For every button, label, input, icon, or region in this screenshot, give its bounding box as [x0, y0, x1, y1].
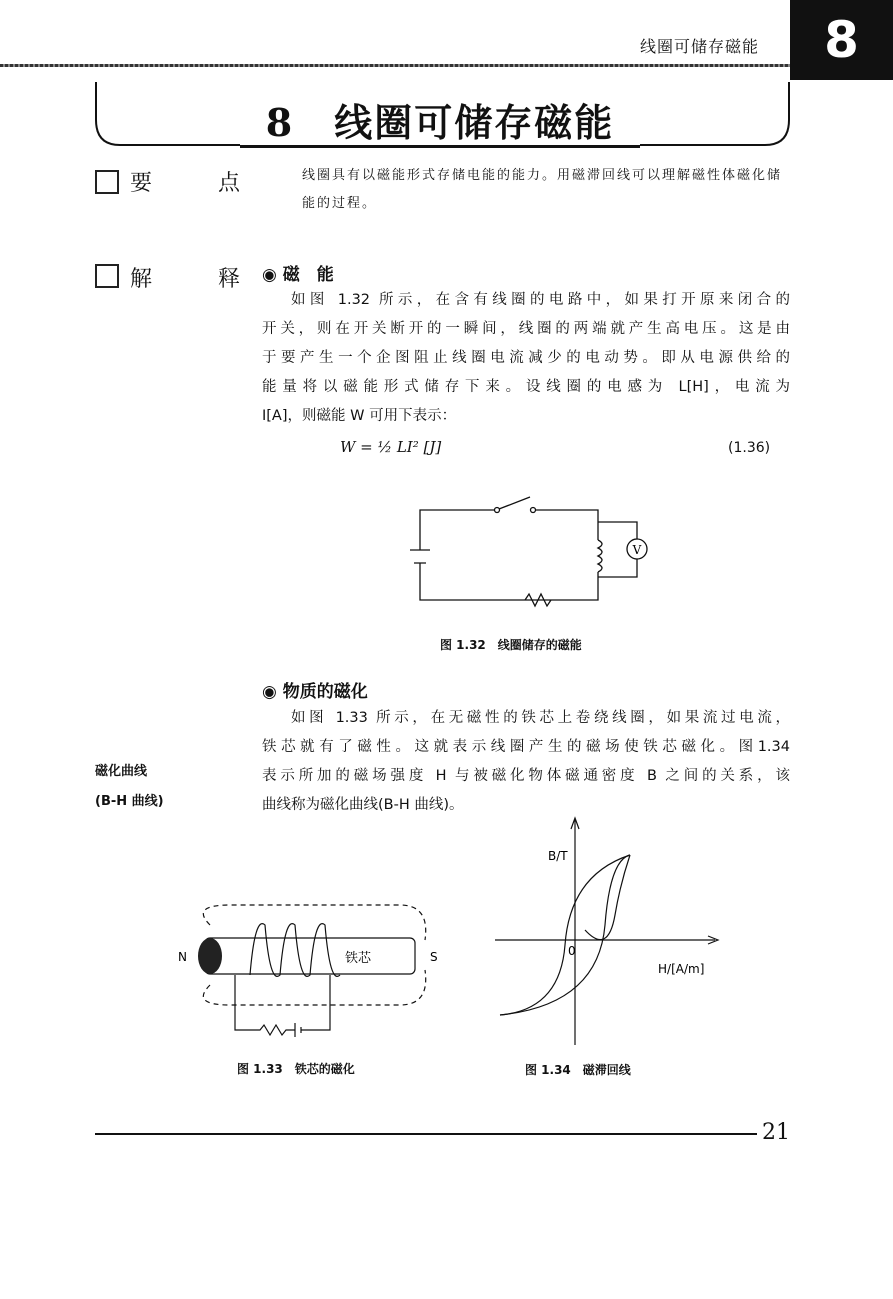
- core-label: 铁芯: [345, 951, 372, 966]
- side-note-line: 磁化曲线: [95, 764, 148, 779]
- footer-rule: [95, 1133, 757, 1135]
- key-points-text: 线圈具有以磁能形式存储电能的能力。用磁滞回线可以理解磁性体磁化储能的过程。: [302, 168, 783, 211]
- checkbox-icon: [95, 264, 119, 288]
- chapter-number-tab: 8: [790, 0, 893, 80]
- text-line: 如图 1.33 所示，在无磁性的铁芯上卷绕线圈，如果流过电流，: [291, 710, 790, 726]
- key-points-label-2: 点: [218, 171, 241, 196]
- page-title: 8 线圈可储存磁能: [265, 100, 615, 145]
- origin-label: 0: [568, 944, 576, 958]
- equation-number: (1.36): [728, 440, 771, 456]
- figure-caption: 图 1.33 铁芯的磁化: [237, 1062, 355, 1076]
- voltmeter-label: V: [632, 543, 642, 557]
- circuit-diagram: [400, 485, 660, 610]
- hysteresis-loop-chart: [490, 815, 730, 1050]
- text-line: 铁芯就有了磁性。这就表示线圈产生的磁场使铁芯磁化。图1.34: [262, 739, 790, 755]
- side-note: [95, 757, 164, 817]
- section-heading-magnetization: ◉ 物质的磁化: [262, 682, 368, 702]
- checkbox-icon: [95, 170, 119, 194]
- explanation-label-1: 解: [130, 267, 153, 292]
- section-heading-magnetic-energy: ◉ 磁 能: [262, 265, 334, 285]
- text-line: 表示所加的磁场强度 H 与被磁化物体磁通密度 B 之间的关系，该: [262, 768, 790, 784]
- section1-paragraph: [262, 286, 790, 431]
- text-line: I[A]，则磁能 W 可用下表示：: [262, 408, 457, 424]
- text-line: 于要产生一个企图阻止线圈电流减少的电动势。即从电源供给的: [262, 350, 790, 366]
- explanation-label-2: 释: [218, 267, 241, 292]
- header-rule: [0, 64, 790, 67]
- equation: W = ½ LI² [J]: [340, 438, 442, 456]
- iron-core-diagram: [170, 895, 460, 1045]
- key-points-label-1: 要: [130, 171, 153, 196]
- text-line: 开关，则在开关断开的一瞬间，线圈的两端就产生高电压。这是由: [262, 321, 790, 337]
- title-underline: [240, 145, 640, 148]
- north-pole-label: N: [178, 950, 187, 964]
- section2-paragraph: [262, 704, 790, 820]
- x-axis-label: H/[A/m]: [658, 962, 705, 976]
- page-number: 21: [762, 1120, 790, 1145]
- south-pole-label: S: [430, 950, 438, 964]
- figure-caption: 图 1.34 磁滞回线: [525, 1063, 631, 1077]
- text-line: 如图 1.32 所示，在含有线圈的电路中，如果打开原来闭合的: [291, 292, 790, 308]
- running-title: 线圈可储存磁能: [640, 37, 760, 56]
- figure-caption: 图 1.32 线圈储存的磁能: [440, 638, 582, 652]
- y-axis-label: B/T: [548, 849, 568, 863]
- text-line: 能量将以磁能形式储存下来。设线圈的电感为 L[H]，电流为: [262, 379, 790, 395]
- text-line: 曲线称为磁化曲线(B-H 曲线)。: [262, 797, 464, 813]
- side-note-line: (B-H 曲线): [95, 794, 164, 809]
